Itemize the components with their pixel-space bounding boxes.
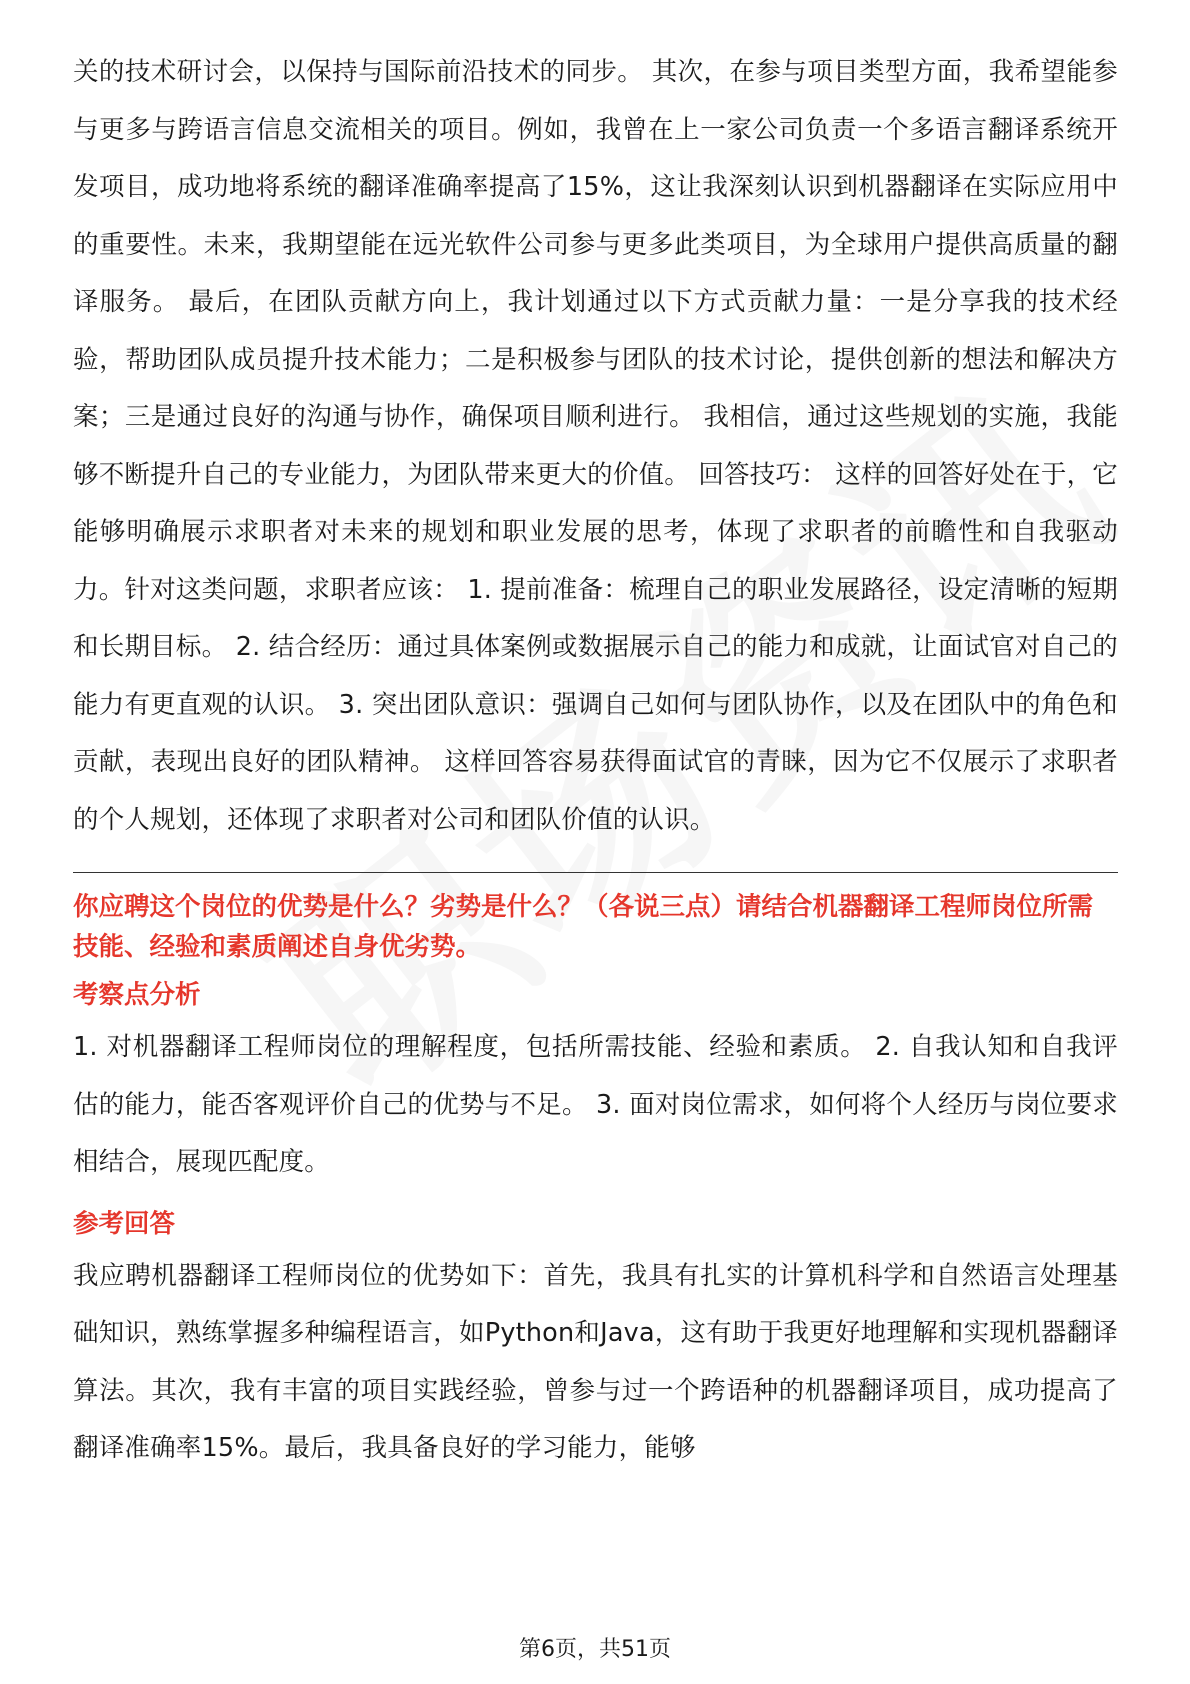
document-page (73, 44, 1118, 1478)
analysis-section (73, 975, 1118, 1192)
page-number: 第6页，共51页 (519, 1637, 671, 1662)
section-divider (73, 872, 1118, 873)
analysis-heading: 考察点分析 (73, 980, 201, 1010)
intro-paragraph: 关的技术研讨会，以保持与国际前沿技术的同步。 其次，在参与项目类型方面，我希望能参与更多与跨语言信息交流相关的项目。例如，我曾在上一家公司负责一个多语言翻译系统开发项目，成功地将系统的翻译准确率提高了15%，这让我深刻认识到机器翻译在实际应用中的重要性。未来，我期望能在远光软件公司参与更多此类项目，为全球用户提供高质量的翻译服务。 最后，在团队贡献方向上，我计划通过以下方式贡献力量：一是分享我的技术经验，帮助团队成员提升技术能力；二是积极参与团队的技术讨论，提供创新的想法和解决方案；三是通过良好的沟通与协作，确保项目顺利进行。 我相信，通过这些规划的实施，我能够不断提升自己的专业能力，为团队带来更大的价值。 回答技巧： 这样的回答好处在于，它能够明确展示求职者对未来的规划和职业发展的思考，体现了求职者的前瞻性和自我驱动力。针对这类问题，求职者应该： 1. 提前准备：梳理自己的职业发展路径，设定清晰的短期和长期目标。 2. 结合经历：通过具体案例或数据展示自己的能力和成就，让面试官对自己的能力有更直观的认识。 3. 突出团队意识：强调自己如何与团队协作，以及在团队中的角色和贡献，表现出良好的团队精神。 这样回答容易获得面试官的青睐，因为它不仅展示了求职者的个人规划，还体现了求职者对公司和团队价值的认识。 (73, 57, 1118, 835)
reference-heading: 参考回答 (73, 1208, 176, 1239)
reference-section (73, 1204, 1118, 1478)
question-title: 你应聘这个岗位的优势是什么？劣势是什么？（各说三点）请结合机器翻译工程师岗位所需技能、经验和素质阐述自身优劣势。 (73, 892, 1094, 962)
analysis-body: 1. 对机器翻译工程师岗位的理解程度，包括所需技能、经验和素质。 2. 自我认知和自我评估的能力，能否客观评价自己的优势与不足。 3. 面对岗位需求，如何将个人经历与岗位要求相结合，展现匹配度。 (73, 1032, 1118, 1177)
reference-body: 我应聘机器翻译工程师岗位的优势如下：首先，我具有扎实的计算机科学和自然语言处理基础知识，熟练掌握多种编程语言，如Python和Java，这有助于我更好地理解和实现机器翻译算法。其次，我有丰富的项目实践经验，曾参与过一个跨语种的机器翻译项目，成功提高了翻译准确率15%。最后，我具备良好的学习能力，能够 (73, 1260, 1118, 1463)
